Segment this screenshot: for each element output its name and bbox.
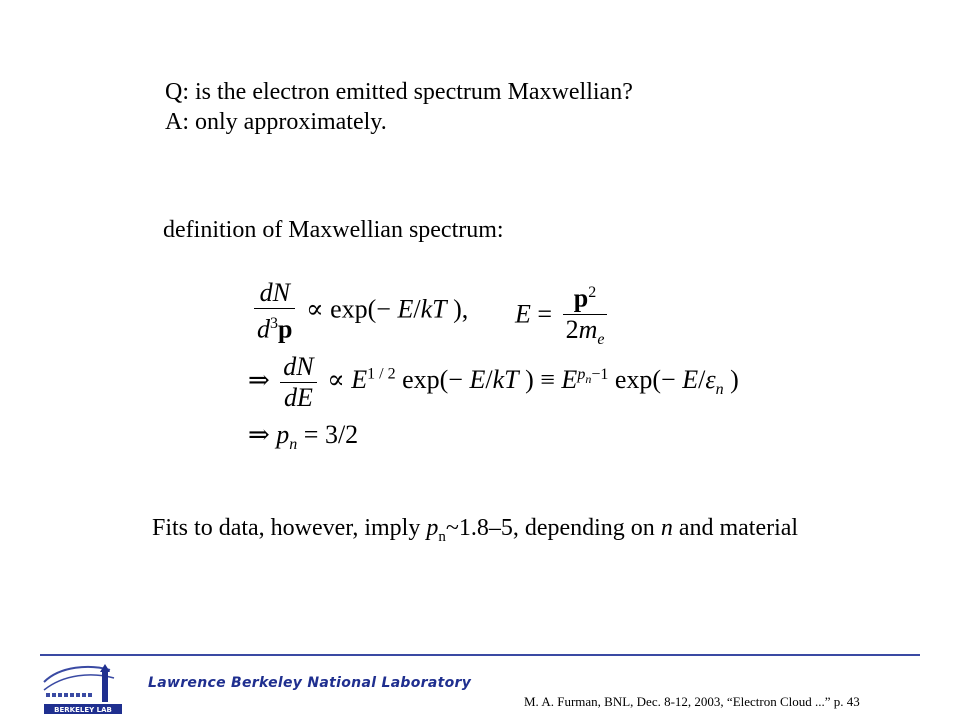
lab-name: Lawrence Berkeley National Laboratory	[148, 675, 472, 691]
question-text: Q: is the electron emitted spectrum Maxwellian?	[165, 79, 633, 105]
equation-3: ⇒ $p_n = 3/2$	[248, 420, 359, 454]
equation-1: $\frac{dN}{d^3p}$ ∝ exp(− E/kT ),	[250, 278, 468, 345]
footer-divider	[40, 654, 920, 656]
answer-text: A: only approximately.	[165, 109, 387, 135]
definition-heading: definition of Maxwellian spectrum:	[163, 217, 504, 243]
equation-2: ⇒ $\frac{dN}{dE}$ ∝ $E^{1 / 2}$ exp(− E/kT ) ≡ $E^{p_n-1}$ $\exp(- E/\varepsilon_n$ )	[248, 352, 739, 412]
berkeley-lab-logo	[40, 660, 126, 716]
equation-energy: E = $\frac{p^2}{2m_e}$	[515, 278, 611, 355]
citation-text: M. A. Furman, BNL, Dec. 8-12, 2003, “Electron Cloud ...” p. 43	[524, 694, 860, 709]
fits-text: Fits to data, however, imply $p_n\sim 1.8-5$, depending on n and material	[152, 515, 799, 545]
svg-text:BERKELEY LAB: BERKELEY LAB	[54, 706, 112, 714]
